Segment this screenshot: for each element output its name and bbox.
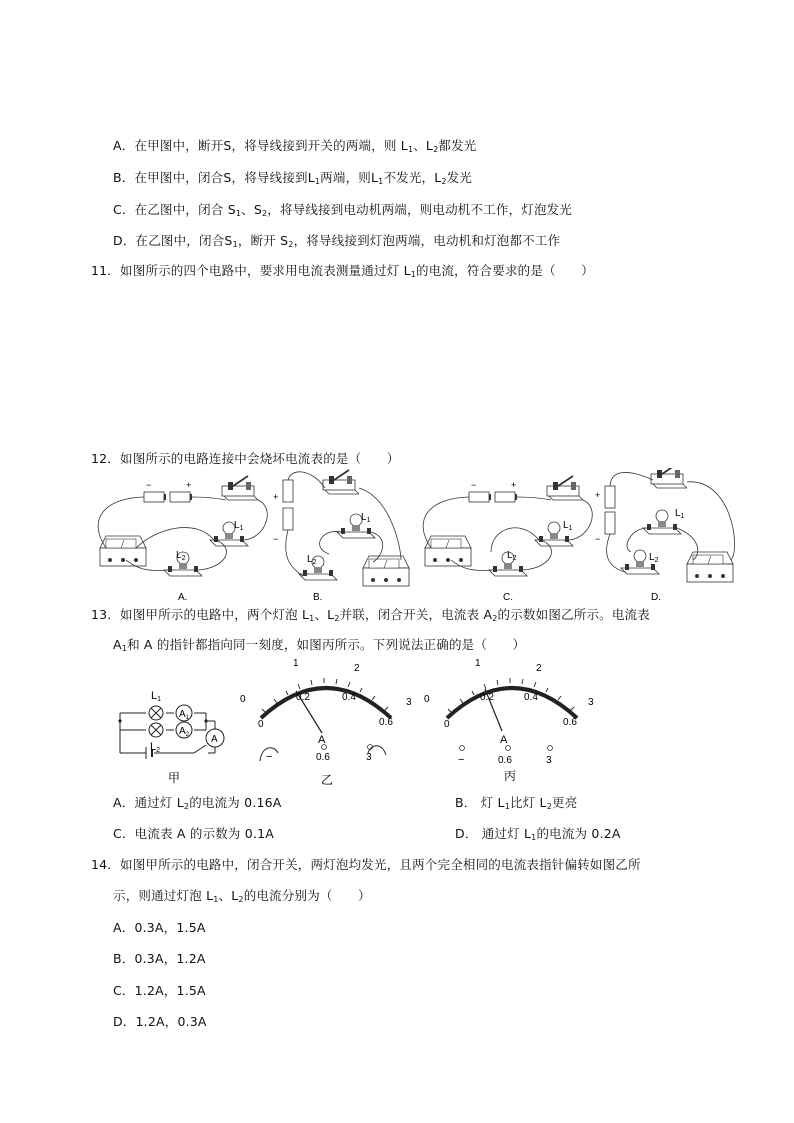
q13-yi-term-3: 3 (366, 752, 372, 763)
q10-option-a: A．在甲图中，断开S，将导线接到开关的两端，则 $L_1$、$L_2$都发光 (113, 138, 477, 154)
q10-option-c: C．在乙图中，闭合 $S_1$、$S_2$，将导线接到电动机两端，则电动机不工作，灯泡发光 (113, 202, 573, 218)
q13-bing-top-2: 2 (536, 663, 542, 674)
q13-yi-top-3: 3 (406, 697, 412, 708)
q13-yi-bot-02: 0.2 (296, 692, 310, 703)
q13-yi-bot-06: 0.6 (379, 717, 393, 728)
q13-bing-bot-04: 0.4 (524, 692, 538, 703)
q13-caption-bing: 丙 (504, 769, 517, 783)
q13-yi-bot-0: 0 (258, 719, 264, 730)
q13-yi-top-2: 2 (354, 663, 360, 674)
q12-caption-a: A. (178, 592, 188, 603)
q10-option-b: B．在甲图中，闭合S，将导线接到$L_1$两端，则$L_1$不发光，$L_2$发光 (113, 170, 473, 186)
q12-b-l2: $L_2$ (307, 554, 317, 566)
q14-option-b: B．0.3A，1.2A (113, 951, 206, 966)
q13-option-c: C．电流表 A 的示数为 0.1A (113, 826, 275, 841)
q12-a-l2: $L_2$ (176, 550, 186, 562)
q14-option-a: A．0.3A，1.5A (113, 920, 206, 935)
q12-c-minus: − (471, 480, 477, 490)
q14-option-d: D．1.2A，0.3A (113, 1014, 207, 1029)
q12-caption-b: B. (313, 592, 323, 603)
q13-meter-bing (422, 653, 602, 788)
q13-jia-a: A (211, 734, 218, 745)
q12-a-minus: − (146, 480, 152, 490)
q13-bing-bot-0: 0 (444, 719, 450, 730)
q13-option-a: A．通过灯 $L_2$的电流为 0.16A (113, 795, 282, 811)
question-13-line1: 13．如图甲所示的电路中，两个灯泡 $L_1$、$L_2$并联，闭合开关，电流表 $A_2$的示数如图乙所示。电流表 (91, 607, 650, 623)
q13-jia-l1: L1 (151, 690, 162, 703)
question-13-line2: $A_1$和 A 的指针都指向同一刻度，如图丙所示。下列说法正确的是（ ） (113, 637, 526, 653)
q12-d-minus: − (595, 534, 601, 544)
q13-yi-unit: A (318, 734, 326, 746)
q14-option-c: C．1.2A，1.5A (113, 983, 206, 998)
q12-d-l1: $L_1$ (675, 508, 685, 520)
q13-jia-a2: $A_2$ (179, 726, 190, 738)
q13-yi-bot-04: 0.4 (342, 692, 356, 703)
q13-bing-top-3: 3 (588, 697, 594, 708)
q12-d-l2: $L_2$ (649, 552, 659, 564)
q13-circuit-jia (110, 673, 240, 785)
q13-bing-bot-02: 0.2 (480, 692, 494, 703)
q13-yi-term-06: 0.6 (316, 752, 330, 763)
q13-yi-top-0: 0 (240, 694, 246, 705)
q12-b-l1: $L_1$ (361, 512, 371, 524)
q12-a-l1: $L_1$ (234, 520, 244, 532)
q13-caption-yi: 乙 (321, 773, 334, 787)
q13-bing-unit: A (500, 734, 508, 746)
q13-option-b: B． 灯 $L_1$比灯 $L_2$更亮 (455, 795, 578, 811)
q13-caption-jia: 甲 (168, 771, 181, 785)
question-14-line1: 14．如图甲所示的电路中，闭合开关，两灯泡均发光，且两个完全相同的电流表指针偏转如图乙所 (91, 857, 641, 872)
q13-jia-a1: $A_1$ (179, 709, 190, 721)
q10-option-d: D．在乙图中，闭合$S_1$，断开 $S_2$，将导线接到灯泡两端，电动机和灯泡都不工作 (113, 233, 561, 249)
q13-yi-term-neg: − (266, 751, 273, 763)
q12-a-plus: + (186, 480, 192, 490)
q12-c-l2: $L_2$ (507, 550, 517, 562)
q13-meter-yi (236, 653, 416, 788)
q12-c-plus: + (511, 480, 517, 490)
q13-bing-term-06: 0.6 (498, 755, 512, 766)
question-14-line2: 示，则通过灯泡 $L_1$、$L_2$的电流分别为（ ） (113, 888, 371, 904)
q12-circuit-figures (86, 468, 746, 606)
q12-caption-c: C. (503, 592, 513, 603)
q12-b-minus: − (273, 534, 279, 544)
question-12: 12．如图所示的电路连接中会烧坏电流表的是（ ） (91, 451, 400, 466)
q12-b-plus: + (273, 492, 279, 502)
question-11: 11．如图所示的四个电路中，要求用电流表测量通过灯 $L_1$的电流，符合要求的是（ ） (91, 263, 594, 279)
q13-bing-bot-06: 0.6 (563, 717, 577, 728)
q12-d-plus: + (595, 490, 601, 500)
q13-bing-term-3: 3 (546, 755, 552, 766)
q13-yi-top-1: 1 (293, 658, 299, 669)
q12-c-l1: $L_1$ (563, 520, 573, 532)
q13-bing-top-1: 1 (475, 658, 481, 669)
q13-bing-term-neg: − (458, 754, 465, 766)
q13-option-d: D． 通过灯 $L_1$的电流为 0.2A (455, 826, 621, 842)
q12-caption-d: D. (651, 592, 661, 603)
q13-bing-top-0: 0 (424, 694, 430, 705)
q13-jia-l2: L2 (150, 741, 161, 754)
